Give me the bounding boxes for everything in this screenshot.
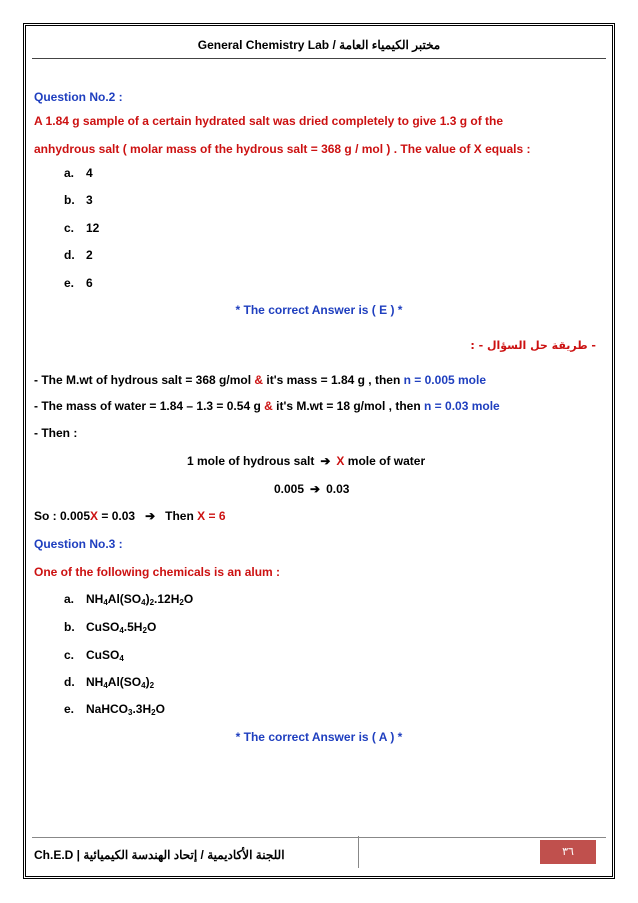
mole-ratio-line: 1 mole of hydrous salt ➔ X mole of water <box>187 454 426 468</box>
page-header: General Chemistry Lab / مختبر الكيمياء العامة <box>197 38 441 52</box>
q2-option-c: c. 12 <box>64 221 100 235</box>
q3-option-c: c. CuSO$_4$ <box>64 648 124 663</box>
header-divider <box>32 58 606 59</box>
right-arrow-icon: ➔ <box>320 454 331 468</box>
footer-separator <box>358 836 359 868</box>
question-3-text: One of the following chemicals is an alum : <box>34 565 281 579</box>
q3-option-a: a. $NH_4Al(SO_4)_2.12H_2O$ <box>64 592 194 607</box>
question-3-heading: Question No.3 : <box>34 537 123 551</box>
solution-heading: - طريقة حل السؤال - : <box>470 339 596 352</box>
solution-line-2: - The mass of water = 1.84 – 1.3 = 0.54 g & it's M.wt = 18 g/mol , then n = 0.03 mole <box>34 399 500 413</box>
q2-correct-answer: * The correct Answer is ( E ) * <box>235 303 403 317</box>
q3-option-b: b. $CuSO_4.5H_2O$ <box>64 620 157 635</box>
q2-option-e: e. 6 <box>64 276 93 290</box>
footer-divider <box>32 837 606 838</box>
q3-option-d: d. $NH_4Al(SO_4)_2$ <box>64 675 155 690</box>
q2-option-b: b. 3 <box>64 193 93 207</box>
q3-option-e: e. $NaHCO_3.3H_2O$ <box>64 702 165 717</box>
solution-line-1: - The M.wt of hydrous salt = 368 g/mol & it's mass = 1.84 g , then n = 0.005 mole <box>34 373 487 387</box>
right-arrow-icon: ➔ <box>145 509 156 523</box>
mole-values-line: 0.005 ➔ 0.03 <box>274 482 350 496</box>
solution-then: - Then : <box>34 426 78 440</box>
question-2-text-line2: anhydrous salt ( molar mass of the hydrous salt = 368 g / mol ) . The value of X equals : <box>34 142 531 156</box>
question-2-heading: Question No.2 : <box>34 90 123 104</box>
question-2-text-line1: A 1.84 g sample of a certain hydrated salt was dried completely to give 1.3 g of the <box>34 114 504 128</box>
q3-correct-answer: * The correct Answer is ( A ) * <box>235 730 403 744</box>
footer-text: Ch.E.D | اللجنة الأكاديمية / إتحاد الهندسة الكيميائية <box>34 848 285 862</box>
page-number: ٣٦ <box>540 840 596 864</box>
q2-option-a: a. 4 <box>64 166 93 180</box>
q2-option-d: d. 2 <box>64 248 93 262</box>
right-arrow-icon: ➔ <box>310 482 321 496</box>
solution-result-line: So : 0.005X = 0.03 ➔ Then X = 6 <box>34 509 226 523</box>
